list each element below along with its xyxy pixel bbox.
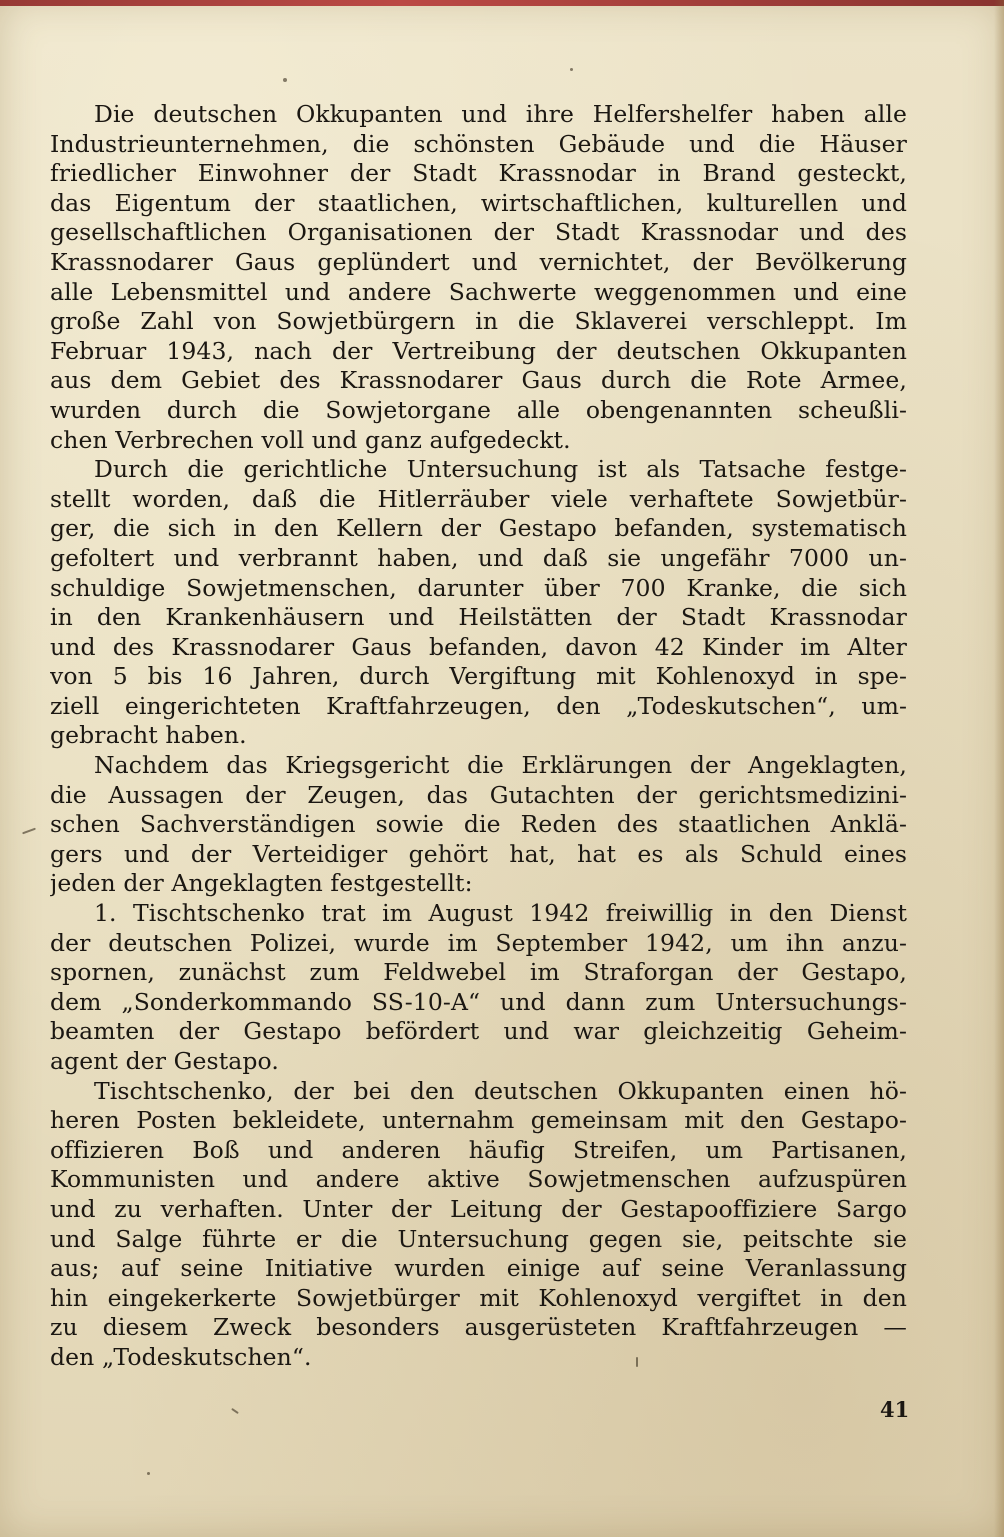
text-line: aus dem Gebiet des Krassnodarer Gaus durch die Rote Armee, — [50, 366, 907, 395]
text-line: gebracht haben. — [50, 721, 247, 750]
paper-speck — [147, 1472, 150, 1475]
text-line: gefoltert und verbrannt haben, und daß sie ungefähr 7000 un- — [50, 543, 907, 572]
text-line: in den Krankenhäusern und Heilstätten der Stadt Krassnodar — [50, 603, 907, 632]
text-line: dem „Sonderkommando SS-10-A“ und dann zum Untersuchungs- — [50, 987, 907, 1016]
paper-speck — [22, 828, 36, 835]
body-text — [50, 100, 907, 1373]
paper-speck — [231, 1408, 239, 1414]
text-line: jeden der Angeklagten festgestellt: — [50, 869, 473, 898]
text-line: friedlicher Einwohner der Stadt Krassnodar in Brand gesteckt, — [50, 159, 907, 188]
text-line: alle Lebensmittel und andere Sachwerte weggenommen und eine — [50, 277, 907, 306]
top-edge-rule — [0, 0, 1004, 6]
text-line: und Salge führte er die Untersuchung gegen sie, peitschte sie — [50, 1224, 907, 1253]
text-line: und des Krassnodarer Gaus befanden, davon 42 Kinder im Alter — [50, 632, 907, 661]
text-line: Krassnodarer Gaus geplündert und vernichtet, der Bevölkerung — [50, 247, 907, 276]
text-line: gers und der Verteidiger gehört hat, hat es als Schuld eines — [50, 839, 907, 868]
text-line: zu diesem Zweck besonders ausgerüsteten Kraftfahrzeugen — — [50, 1313, 907, 1342]
text-line: schen Sachverständigen sowie die Reden des staatlichen Anklä- — [50, 810, 907, 839]
page-number: 41 — [880, 1397, 910, 1422]
text-line: Februar 1943, nach der Vertreibung der deutschen Okkupanten — [50, 336, 907, 365]
text-line: beamten der Gestapo befördert und war gleichzeitig Geheim- — [50, 1017, 907, 1046]
text-line: Nachdem das Kriegsgericht die Erklärungen der Angeklagten, — [94, 751, 907, 780]
text-line: ger, die sich in den Kellern der Gestapo befanden, systematisch — [50, 514, 907, 543]
paper-speck — [283, 78, 287, 82]
text-line: spornen, zunächst zum Feldwebel im Straforgan der Gestapo, — [50, 958, 907, 987]
text-line: hin eingekerkerte Sowjetbürger mit Kohlenoxyd vergiftet in den — [50, 1283, 907, 1312]
text-line: chen Verbrechen voll und ganz aufgedeckt. — [50, 425, 571, 454]
text-line: ziell eingerichteten Kraftfahrzeugen, den „Todeskutschen“, um- — [50, 691, 907, 720]
text-line: den „Todeskutschen“. — [50, 1342, 312, 1371]
text-line: das Eigentum der staatlichen, wirtschaftlichen, kulturellen und — [50, 188, 907, 217]
text-line: große Zahl von Sowjetbürgern in die Sklaverei verschleppt. Im — [50, 307, 907, 336]
text-line: wurden durch die Sowjetorgane alle obengenannten scheußli- — [50, 395, 907, 424]
text-line: heren Posten bekleidete, unternahm gemeinsam mit den Gestapo- — [50, 1106, 907, 1135]
text-line: offizieren Boß und anderen häufig Streifen, um Partisanen, — [50, 1135, 907, 1164]
text-line: agent der Gestapo. — [50, 1047, 279, 1075]
page-edge-shadow — [994, 0, 1004, 1537]
text-line: gesellschaftlichen Organisationen der Stadt Krassnodar und des — [50, 218, 907, 247]
text-line: Durch die gerichtliche Untersuchung ist als Tatsache festge- — [94, 455, 907, 484]
text-line: stellt worden, daß die Hitlerräuber viele verhaftete Sowjetbür- — [50, 484, 907, 513]
paper-speck — [570, 68, 573, 71]
text-line: der deutschen Polizei, wurde im September 1942, um ihn anzu- — [50, 928, 907, 957]
text-line: schuldige Sowjetmenschen, darunter über 700 Kranke, die sich — [50, 573, 907, 602]
text-line: von 5 bis 16 Jahren, durch Vergiftung mit Kohlenoxyd in spe- — [50, 662, 907, 691]
text-line: Tischtschenko, der bei den deutschen Okkupanten einen hö- — [94, 1076, 907, 1105]
text-line: Industrieunternehmen, die schönsten Gebäude und die Häuser — [50, 129, 907, 158]
text-line: Kommunisten und andere aktive Sowjetmenschen aufzuspüren — [50, 1165, 907, 1194]
text-line: 1. Tischtschenko trat im August 1942 freiwillig in den Dienst — [94, 899, 907, 928]
text-line: die Aussagen der Zeugen, das Gutachten der gerichtsmedizini- — [50, 780, 907, 809]
text-line: und zu verhaften. Unter der Leitung der Gestapooffiziere Sargo — [50, 1194, 907, 1223]
text-line: aus; auf seine Initiative wurden einige auf seine Veranlassung — [50, 1254, 907, 1283]
text-line: Die deutschen Okkupanten und ihre Helfershelfer haben alle — [94, 100, 907, 128]
paper-speck — [636, 1357, 638, 1367]
